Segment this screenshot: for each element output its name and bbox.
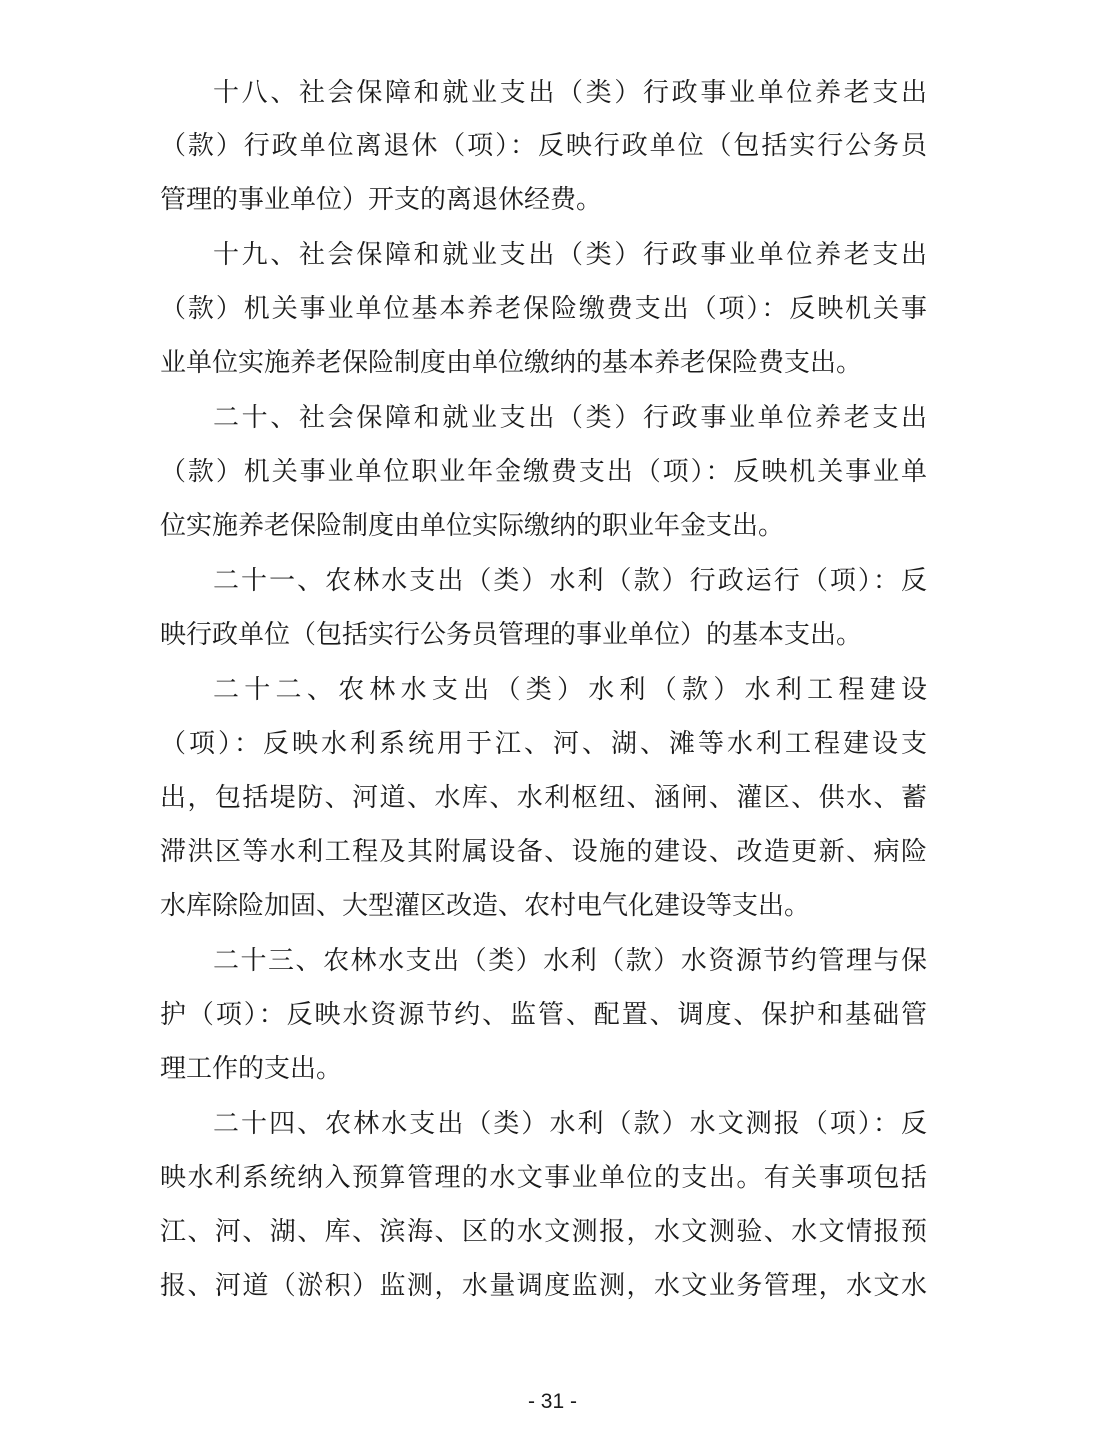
text-line: 出，包括堤防、河道、水库、水利枢纽、涵闸、灌区、供水、蓄: [160, 783, 929, 813]
text-line: 二十四、农林水支出（类）水利（款）水文测报（项）：反: [213, 1109, 930, 1139]
text-line: （款）行政单位离退休（项）：反映行政单位（包括实行公务员: [160, 131, 929, 161]
text-line: 二十三、农林水支出（类）水利（款）水资源节约管理与保: [213, 946, 929, 976]
text-line: 管理的事业单位）开支的离退休经费。: [160, 185, 603, 215]
text-line: 业单位实施养老保险制度由单位缴纳的基本养老保险费支出。: [160, 348, 863, 378]
text-line: 二十一、农林水支出（类）水利（款）行政运行（项）：反: [213, 566, 930, 596]
text-line: （款）机关事业单位基本养老保险缴费支出（项）：反映机关事: [160, 294, 929, 324]
text-line: 滞洪区等水利工程及其附属设备、设施的建设、改造更新、病险: [160, 837, 929, 867]
text-line: （项）：反映水利系统用于江、河、湖、滩等水利工程建设支: [160, 729, 930, 759]
text-line: 二十、社会保障和就业支出（类）行政事业单位养老支出: [213, 403, 930, 433]
text-line: 护（项）：反映水资源节约、监管、配置、调度、保护和基础管: [160, 1000, 929, 1030]
text-line: 理工作的支出。: [160, 1054, 343, 1084]
text-line: 水库除险加固、大型灌区改造、农村电气化建设等支出。: [160, 891, 811, 921]
text-line: 二十二、农林水支出（类）水利（款）水利工程建设: [213, 675, 933, 705]
text-line: 位实施养老保险制度由单位实际缴纳的职业年金支出。: [160, 511, 785, 541]
text-line: 报、河道（淤积）监测，水量调度监测，水文业务管理，水文水: [160, 1271, 929, 1301]
text-line: 江、河、湖、库、滨海、区的水文测报，水文测验、水文情报预: [160, 1217, 929, 1247]
page-number: - 31 -: [527, 1390, 577, 1413]
text-line: 映水利系统纳入预算管理的水文事业单位的支出。有关事项包括: [160, 1163, 929, 1193]
text-line: （款）机关事业单位职业年金缴费支出（项）：反映机关事业单: [160, 457, 929, 487]
text-line: 十九、社会保障和就业支出（类）行政事业单位养老支出: [213, 240, 930, 270]
text-line: 十八、社会保障和就业支出（类）行政事业单位养老支出: [213, 78, 930, 108]
text-line: 映行政单位（包括实行公务员管理的事业单位）的基本支出。: [160, 620, 863, 650]
